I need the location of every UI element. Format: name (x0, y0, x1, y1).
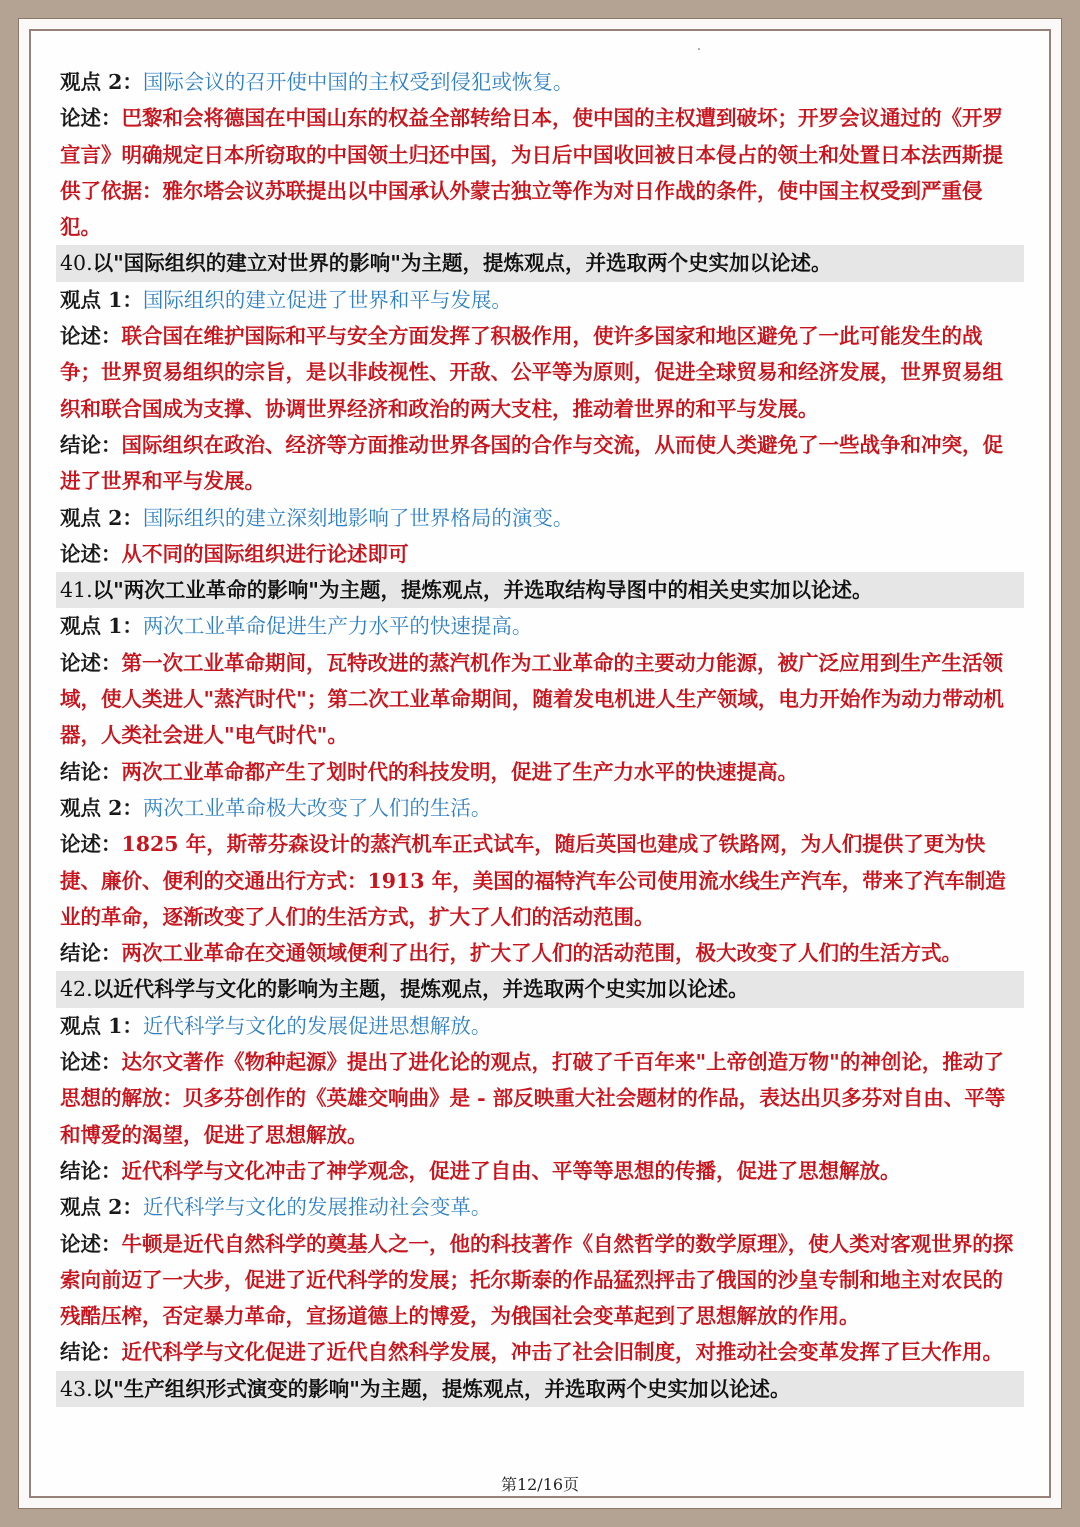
argument-label: 论述： (60, 650, 122, 675)
argument-text: 联合国在维护国际和平与安全方面发挥了积极作用，使许多国家和地区避免了一此可能发生的战争；世界贸易组织的宗旨，是以非歧视性、开敌、公平等为原则，促进全球贸易和经济发展，世界贸易组织和联合国成为支撑、协调世界经济和政治的两大支柱，推动着世界的和平与发展。 (60, 324, 1003, 421)
argument-text: 1825 年，斯蒂芬森设计的蒸汽机车正式试车，随后英国也建成了铁路网，为人们提供了更为快捷、廉价、便利的交通出行方式：1913 年，美国的福特汽车公司使用流水线生产汽车，带来了汽车制造业的革命，逐渐改变了人们的生活方式，扩大了人们的活动范围。 (60, 832, 1006, 929)
argument-paragraph (60, 826, 1020, 935)
argument-text: 巴黎和会将德国在中国山东的权益全部转给日本，使中国的主权遭到破坏；开罗会议通过的《开罗宣言》明确规定日本所窃取的中国领土归还中国，为日后中国收回被日本侵占的领土和处置日本法西斯提供了依据：雅尔塔会议苏联提出以中国承认外蒙古独立等作为对日作战的条件，使中国主权受到严重侵犯。 (60, 106, 1003, 240)
page-number: 第12/16页 (500, 1475, 580, 1494)
viewpoint-label: 观点 1： (60, 287, 143, 312)
conclusion-text: 近代科学与文化冲击了神学观念，促进了自由、平等等思想的传播，促进了思想解放。 (121, 1158, 901, 1183)
argument-text: 第一次工业革命期间，瓦特改进的蒸汽机作为工业革命的主要动力能源，被广泛应用到生产生活领域，使人类进人"蒸汽时代"；第二次工业革命期间，随着发电机进人生产领域，电力开始作为动力带动机器，人类社会进人"电气时代"。 (60, 650, 1004, 748)
argument-label: 论述： (60, 106, 122, 131)
question-41 (56, 572, 1024, 608)
question-40 (56, 245, 1024, 281)
conclusion-paragraph (60, 427, 1020, 500)
viewpoint-text: 国际组织的建立深刻地影响了世界格局的演变。 (142, 505, 574, 530)
viewpoint-text: 近代科学与文化的发展推动社会变革。 (142, 1195, 492, 1220)
question-text: 以"国际组织的建立对世界的影响"为主题，提炼观点，并选取两个史实加以论述。 (92, 251, 832, 276)
argument-label: 论述： (60, 1050, 122, 1075)
question-number: 41. (60, 578, 93, 603)
argument-paragraph (60, 318, 1020, 427)
viewpoint-line (60, 500, 1020, 536)
conclusion-paragraph (60, 754, 1020, 790)
argument-text: 从不同的国际组织进行论述即可 (121, 541, 409, 566)
conclusion-label: 结论： (60, 432, 122, 457)
viewpoint-label: 观点 2： (60, 70, 143, 94)
question-number: 40. (60, 251, 93, 276)
argument-paragraph (60, 645, 1020, 754)
viewpoint-label: 观点 1： (60, 614, 143, 639)
question-43 (56, 1371, 1024, 1407)
viewpoint-text: 国际组织的建立促进了世界和平与发展。 (142, 287, 512, 312)
viewpoint-label: 观点 2： (60, 795, 143, 820)
viewpoint-label: 观点 1： (60, 1013, 143, 1038)
conclusion-paragraph (60, 1153, 1020, 1189)
viewpoint-text: 近代科学与文化的发展促进思想解放。 (142, 1013, 492, 1038)
scan-dot (698, 48, 700, 50)
question-number: 43. (60, 1376, 93, 1401)
viewpoint-line (60, 1008, 1020, 1044)
argument-label: 论述： (60, 1231, 122, 1256)
viewpoint-line (60, 608, 1020, 644)
argument-paragraph (60, 1044, 1020, 1153)
viewpoint-label: 观点 2： (60, 505, 143, 530)
viewpoint-label: 观点 2： (60, 1195, 143, 1220)
viewpoint-line (60, 790, 1020, 826)
argument-label: 论述： (60, 832, 122, 857)
viewpoint-text: 两次工业革命极大改变了人们的生活。 (142, 795, 492, 820)
argument-label: 论述： (60, 541, 122, 566)
question-text: 以"两次工业革命的影响"为主题，提炼观点，并选取结构导图中的相关史实加以论述。 (92, 578, 873, 603)
conclusion-label: 结论： (60, 941, 122, 966)
conclusion-text: 两次工业革命在交通领域便利了出行，扩大了人们的活动范围，极大改变了人们的生活方式。 (121, 941, 962, 966)
viewpoint-line (60, 64, 1020, 100)
conclusion-text: 两次工业革命都产生了划时代的科技发明，促进了生产力水平的快速提高。 (121, 759, 798, 784)
viewpoint-text: 国际会议的召开使中国的主权受到侵犯或恢复。 (142, 70, 574, 94)
conclusion-label: 结论： (60, 1158, 122, 1183)
conclusion-text: 国际组织在政治、经济等方面推动世界各国的合作与交流，从而使人类避免了一些战争和冲突，促进了世界和平与发展。 (60, 432, 1003, 494)
document-body (60, 64, 1020, 1407)
conclusion-label: 结论： (60, 1340, 122, 1365)
conclusion-paragraph (60, 1334, 1020, 1370)
question-number: 42. (60, 977, 93, 1002)
question-42 (56, 971, 1024, 1007)
viewpoint-line (60, 1189, 1020, 1225)
argument-label: 论述： (60, 324, 122, 349)
conclusion-text: 近代科学与文化促进了近代自然科学发展，冲击了社会旧制度，对推动社会变革发挥了巨大作用。 (121, 1340, 1003, 1365)
viewpoint-line (60, 282, 1020, 318)
argument-text: 牛顿是近代自然科学的奠基人之一，他的科技著作《自然哲学的数学原理》，使人类对客观世界的探索向前迈了一大步，促进了近代科学的发展；托尔斯泰的作品猛烈抨击了俄国的沙皇专制和地主对农民的残酷压榨，否定暴力革命，宣扬道德上的博爱，为俄国社会变革起到了思想解放的作用。 (60, 1231, 1014, 1329)
conclusion-paragraph (60, 935, 1020, 971)
viewpoint-text: 两次工业革命促进生产力水平的快速提高。 (142, 614, 533, 639)
argument-paragraph (60, 100, 1020, 245)
argument-text: 达尔文著作《物种起源》提出了进化论的观点，打破了千百年来"上帝创造万物"的神创论，推动了思想的解放：贝多芬创作的《英雄交响曲》是 - 部反映重大社会题材的作品，表达出贝多芬对自由、平等和博爱的渴望，促进了思想解放。 (60, 1050, 1006, 1147)
conclusion-label: 结论： (60, 759, 122, 784)
question-text: 以近代科学与文化的影响为主题，提炼观点，并选取两个史实加以论述。 (92, 977, 749, 1002)
argument-paragraph (60, 536, 1020, 572)
argument-paragraph (60, 1226, 1020, 1335)
question-text: 以"生产组织形式演变的影响"为主题，提炼观点，并选取两个史实加以论述。 (92, 1376, 791, 1401)
